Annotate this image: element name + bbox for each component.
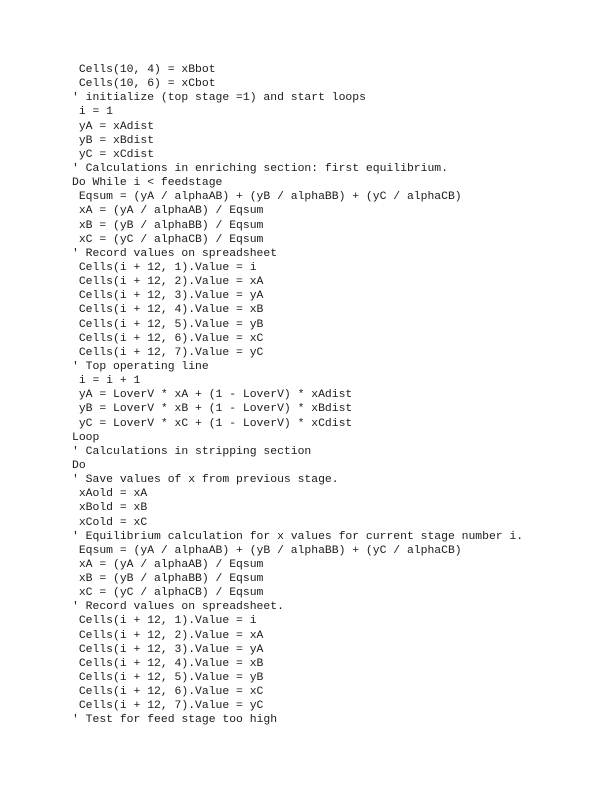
code-line: ' Top operating line: [72, 360, 209, 373]
code-line: Loop: [72, 431, 100, 444]
code-line: xBold = xB: [72, 502, 148, 515]
code-line: ' initialize (top stage =1) and start loops: [72, 92, 366, 105]
code-line: ' Save values of x from previous stage.: [72, 474, 339, 487]
code-line: ' Calculations in enriching section: first equilibrium.: [72, 162, 448, 175]
code-line: xB = (yB / alphaBB) / Eqsum: [72, 573, 264, 586]
code-line: Eqsum = (yA / alphaAB) + (yB / alphaBB) + (yC / alphaCB): [72, 544, 462, 557]
code-line: yB = xBdist: [72, 134, 155, 147]
code-line: Do While i < feedstage: [72, 177, 223, 190]
code-line: xB = (yB / alphaBB) / Eqsum: [72, 219, 264, 232]
code-line: Cells(i + 12, 4).Value = xB: [72, 657, 264, 670]
code-line: yB = LoverV * xB + (1 - LoverV) * xBdist: [72, 403, 353, 416]
code-line: Do: [72, 459, 86, 472]
code-line: Cells(i + 12, 7).Value = yC: [72, 346, 264, 359]
code-line: ' Record values on spreadsheet.: [72, 601, 284, 614]
code-line: xAold = xA: [72, 488, 148, 501]
code-line: Cells(i + 12, 3).Value = yA: [72, 290, 264, 303]
code-line: Cells(i + 12, 4).Value = xB: [72, 304, 264, 317]
code-line: xC = (yC / alphaCB) / Eqsum: [72, 233, 264, 246]
code-line: xA = (yA / alphaAB) / Eqsum: [72, 205, 264, 218]
code-line: yC = xCdist: [72, 148, 155, 161]
code-line: ' Equilibrium calculation for x values for current stage number i.: [72, 530, 524, 543]
code-line: yA = LoverV * xA + (1 - LoverV) * xAdist: [72, 389, 353, 402]
code-line: Cells(10, 4) = xBbot: [72, 64, 216, 76]
code-line: xCold = xC: [72, 516, 148, 529]
code-line: Cells(i + 12, 6).Value = xC: [72, 686, 264, 699]
code-line: Cells(i + 12, 2).Value = xA: [72, 629, 264, 642]
code-line: Cells(i + 12, 3).Value = yA: [72, 643, 264, 656]
code-line: i = 1: [72, 106, 114, 119]
code-line: Cells(i + 12, 1).Value = i: [72, 261, 257, 274]
code-line: xC = (yC / alphaCB) / Eqsum: [72, 587, 264, 600]
code-line: i = i + 1: [72, 375, 141, 388]
code-line: yA = xAdist: [72, 120, 155, 133]
code-line: ' Record values on spreadsheet: [72, 247, 278, 260]
code-line: Cells(i + 12, 6).Value = xC: [72, 332, 264, 345]
code-line: Cells(i + 12, 1).Value = i: [72, 615, 257, 628]
code-line: Cells(i + 12, 7).Value = yC: [72, 700, 264, 713]
code-line: Cells(i + 12, 5).Value = yB: [72, 672, 264, 685]
code-line: Cells(i + 12, 5).Value = yB: [72, 318, 264, 331]
code-line: xA = (yA / alphaAB) / Eqsum: [72, 558, 264, 571]
code-line: Cells(10, 6) = xCbot: [72, 78, 216, 91]
code-line: ' Calculations in stripping section: [72, 445, 312, 458]
code-listing: [72, 63, 523, 728]
code-line: yC = LoverV * xC + (1 - LoverV) * xCdist: [72, 417, 353, 430]
code-line: ' Test for feed stage too high: [72, 714, 278, 727]
code-line: Eqsum = (yA / alphaAB) + (yB / alphaBB) + (yC / alphaCB): [72, 191, 462, 204]
code-line: Cells(i + 12, 2).Value = xA: [72, 276, 264, 289]
